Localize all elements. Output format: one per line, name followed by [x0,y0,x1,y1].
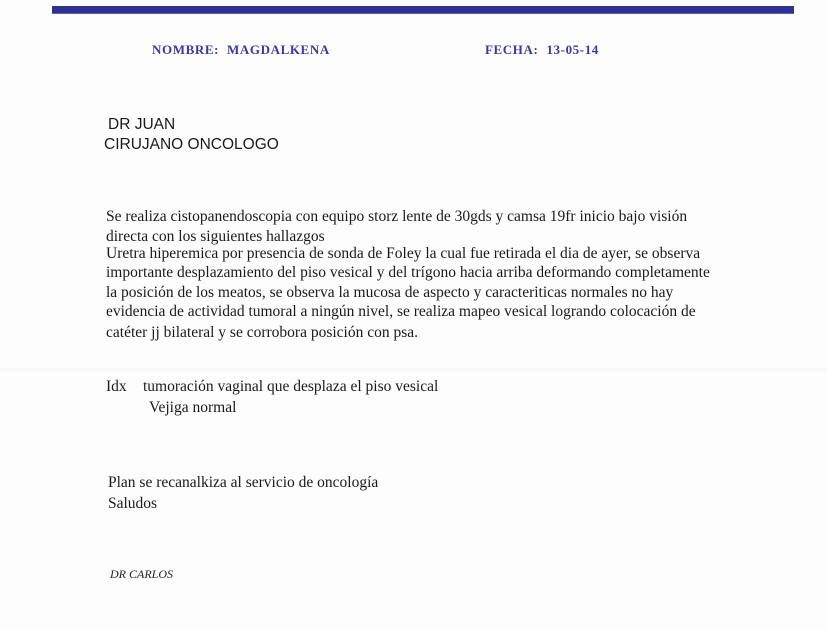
signature: DR CARLOS [110,567,173,581]
plan-line: Plan se recanalkiza al servicio de oncología [108,474,379,491]
recipient-block [104,115,279,155]
recipient-title: CIRUJANO ONCOLOGO [104,136,279,153]
scan-seam [0,368,827,376]
header-rule [52,6,794,14]
report-line: Se realiza cistopanendoscopia con equipo storz lente de 30gds y camsa 19fr inicio bajo visión [106,208,688,225]
diagnosis-line: Vejiga normal [149,399,237,416]
closing-line: Saludos [108,495,158,512]
report-line: importante desplazamiento del piso vesical y del trígono hacia arriba deformando completamente [106,264,710,281]
nombre-label: NOMBRE: [152,42,220,57]
date-field [485,42,599,58]
report-line: evidencia de actividad tumoral a ningún nivel, se realiza mapeo vesical logrando colocación de [106,303,696,320]
diagnosis-line: tumoración vaginal que desplaza el piso vesical [143,378,439,395]
report-line: la posición de los meatos, se observa la mucosa de aspecto y caracteriticas normales no hay [106,284,674,301]
report-line: catéter jj bilateral y se corrobora posición con psa. [106,324,419,341]
patient-name-field [152,42,330,58]
fecha-label: FECHA: [485,42,539,57]
report-line: Uretra hiperemica por presencia de sonda de Foley la cual fue retirada el dia de ayer, se observa [106,245,701,262]
recipient-name: DR JUAN [108,116,176,133]
diagnosis-label: Idx [106,378,127,395]
fecha-value: 13-05-14 [546,42,599,57]
report-line: directa con los siguientes hallazgos [106,228,325,245]
nombre-value: MAGDALKENA [227,42,330,57]
